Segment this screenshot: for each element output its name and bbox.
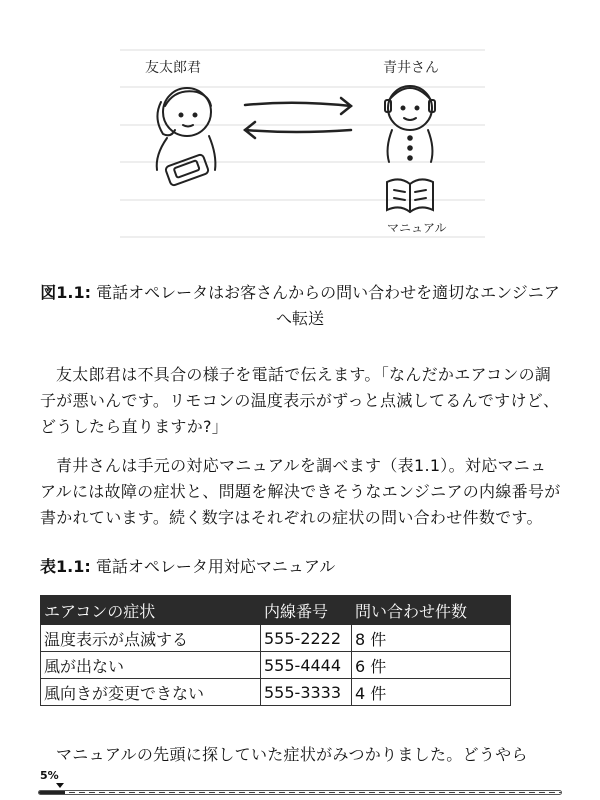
count-cell: 8 件: [352, 625, 511, 652]
table-row: [41, 625, 511, 652]
reading-progress-bar[interactable]: [38, 790, 562, 795]
table-header-row: [41, 596, 511, 625]
extension-cell: 555-3333: [261, 679, 352, 706]
table-row: [41, 652, 511, 679]
progress-marker-icon: [56, 783, 64, 788]
manual-book-icon: [387, 179, 433, 212]
manual-label: マニュアル: [387, 221, 447, 235]
table-caption-text: 電話オペレータ用対応マニュアル: [90, 557, 336, 576]
progress-fill: [39, 791, 65, 794]
caller-person-icon: [157, 88, 216, 170]
symptom-cell: 風が出ない: [41, 652, 261, 679]
figure-caption-text: 電話オペレータはお客さんからの問い合わせを適切なエンジニアへ転送: [91, 283, 560, 328]
table-row: [41, 679, 511, 706]
remote-control-icon: [165, 154, 209, 186]
extension-cell: 555-4444: [261, 652, 352, 679]
header-extension: 内線番号: [261, 596, 352, 625]
right-person-name: 青井さん: [383, 60, 439, 76]
arrow-left-icon: [245, 122, 351, 138]
table-caption: [40, 554, 335, 580]
count-cell: 4 件: [352, 679, 511, 706]
operator-person-icon: [385, 86, 435, 162]
left-person-name: 友太郎君: [145, 60, 201, 76]
symptom-cell: 風向きが変更できない: [41, 679, 261, 706]
table-caption-label: 表1.1:: [40, 557, 91, 576]
figure-caption-label: 図1.1:: [40, 283, 92, 302]
header-inquiry-count: 問い合わせ件数: [352, 596, 511, 625]
reading-progress-label: 5%: [40, 769, 59, 782]
progress-chapter-marks: [39, 792, 561, 793]
arrow-right-icon: [245, 98, 351, 114]
figure-sketch: [105, 30, 495, 265]
paragraph-1: 友太郎君は不具合の様子を電話で伝えます。「なんだかエアコンの調子が悪いんです。リモコンの温度表示がずっと点滅してるんですけど、どうしたら直りますか?」: [40, 365, 560, 436]
figure-illustration: [105, 30, 495, 265]
paragraph-3: マニュアルの先頭に探していた症状がみつかりました。どうやら: [56, 745, 528, 764]
header-symptom: エアコンの症状: [41, 596, 261, 625]
extension-cell: 555-2222: [261, 625, 352, 652]
symptom-cell: 温度表示が点滅する: [41, 625, 261, 652]
figure-caption: [40, 280, 560, 332]
paragraph-2: 青井さんは手元の対応マニュアルを調べます（表1.1）。対応マニュアルには故障の症状と、問題を解決できそうなエンジニアの内線番号が書かれています。続く数字はそれぞれの症状の問い合わせ件数です。: [40, 456, 561, 527]
manual-table: [40, 595, 511, 706]
count-cell: 6 件: [352, 652, 511, 679]
